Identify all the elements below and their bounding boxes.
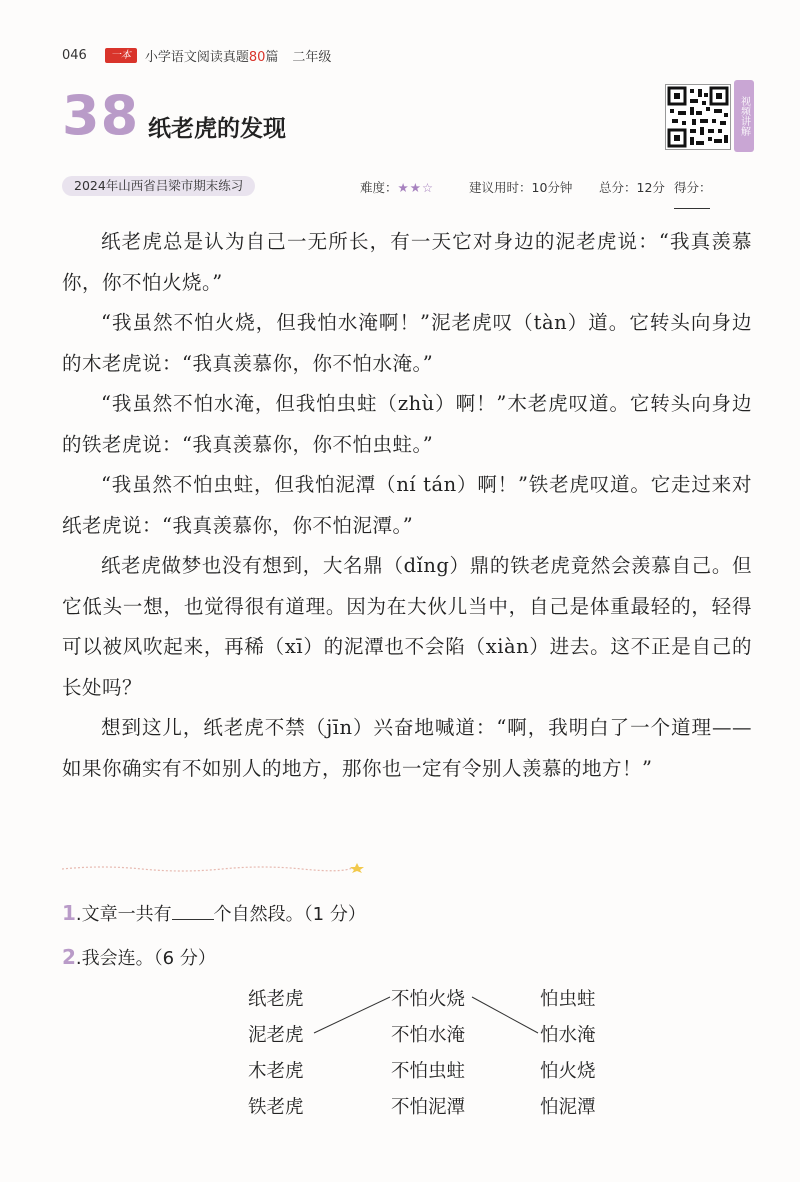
answer-blank[interactable]: [172, 903, 214, 920]
video-tab[interactable]: 视频讲解: [734, 80, 754, 152]
decorative-divider: [62, 863, 368, 873]
difficulty-stars-icon: ★★☆: [397, 180, 435, 195]
qr-code-icon[interactable]: [665, 84, 731, 150]
connector-line: [314, 997, 390, 1033]
paragraph: 纸老虎做梦也没有想到，大名鼎（dǐng）鼎的铁老虎竟然会羡慕自己。但它低头一想，也觉得很有道理。因为在大伙儿当中，自己是体重最轻的，轻得可以被风吹起来，再稀（xī）的泥潭也不会陷（xiàn）进去。这不正是自己的长处吗？: [62, 554, 752, 699]
paragraph: “我虽然不怕水淹，但我怕虫蛀（zhù）啊！”木老虎叹道。它转头向身边的铁老虎说：“我真羡慕你，你不怕虫蛀。”: [62, 392, 752, 456]
connector-line: [472, 997, 538, 1033]
star-icon: [350, 863, 364, 873]
match-item[interactable]: 怕虫蛀: [540, 989, 596, 1010]
match-item[interactable]: 怕火烧: [540, 1061, 596, 1082]
match-item[interactable]: 不怕火烧: [391, 989, 466, 1010]
example-connection-lines: [300, 985, 560, 1045]
lesson-number: 38: [62, 84, 140, 147]
page-number: 046: [62, 48, 87, 63]
match-item[interactable]: 不怕泥潭: [391, 1097, 466, 1118]
paragraph: 想到这儿，纸老虎不禁（jīn）兴奋地喊道：“啊，我明白了一个道理——如果你确实有不如别人的地方，那你也一定有令别人羡慕的地方！”: [62, 716, 752, 780]
match-item[interactable]: 不怕水淹: [391, 1025, 466, 1046]
match-item[interactable]: 铁老虎: [248, 1097, 304, 1118]
match-item[interactable]: 泥老虎: [248, 1025, 304, 1046]
paragraph: “我虽然不怕虫蛀，但我怕泥潭（ní tán）啊！”铁老虎叹道。它走过来对纸老虎说：“我真羡慕你，你不怕泥潭。”: [62, 473, 752, 537]
question-1: 1.文章一共有 个自然段。（1 分）: [62, 901, 366, 925]
score-blank[interactable]: [674, 196, 710, 209]
match-item[interactable]: 怕泥潭: [540, 1097, 596, 1118]
page-header: [62, 46, 331, 65]
source-badge: 2024年山西省吕梁市期末练习: [62, 176, 255, 196]
suggested-time: 建议用时：10分钟: [469, 180, 573, 195]
match-column-tigers: [248, 988, 304, 1132]
book-title: 小学语文阅读真题80篇: [144, 50, 279, 65]
match-item[interactable]: 不怕虫蛀: [391, 1061, 466, 1082]
total-score: 总分：12分: [599, 180, 665, 195]
passage: [62, 222, 752, 789]
score-field: 得分：: [674, 178, 742, 212]
question-2: 2.我会连。（6 分）: [62, 945, 216, 969]
match-item[interactable]: 怕水淹: [540, 1025, 596, 1046]
paragraph: 纸老虎总是认为自己一无所长，有一天它对身边的泥老虎说：“我真羡慕你，你不怕火烧。”: [62, 230, 752, 294]
lesson-title: 纸老虎的发现: [148, 116, 286, 142]
match-item[interactable]: 木老虎: [248, 1061, 304, 1082]
brand-logo: 一本: [105, 48, 137, 63]
match-item[interactable]: 纸老虎: [248, 989, 304, 1010]
grade-label: 二年级: [292, 50, 332, 65]
paragraph: “我虽然不怕火烧，但我怕水淹啊！”泥老虎叹（tàn）道。它转头向身边的木老虎说：“我真羡慕你，你不怕水淹。”: [62, 311, 752, 375]
difficulty: 难度：★★☆: [360, 180, 435, 195]
info-bar: [62, 176, 742, 198]
